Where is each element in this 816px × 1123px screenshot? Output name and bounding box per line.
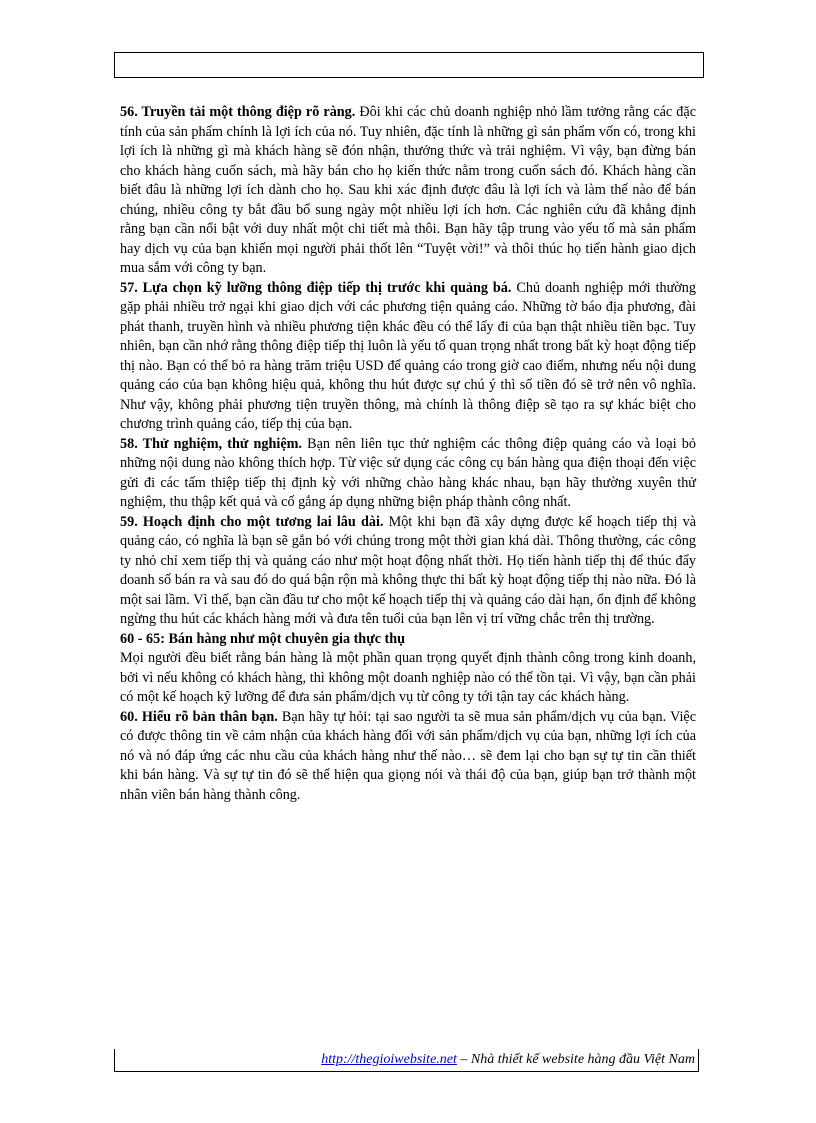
section-60 — [120, 708, 696, 806]
document-body — [120, 103, 696, 805]
page-header-box — [114, 52, 704, 78]
page-footer — [114, 1049, 699, 1072]
footer-tagline: – Nhà thiết kế website hàng đầu Việt Nam — [456, 1052, 695, 1067]
section-text: Bạn nên liên tục thử nghiệm các thông điệp quảng cáo và loại bỏ những nội dung nào không thích hợp. Từ việc sử dụng các công cụ bán hàng qua điện thoại đến việc gửi đi các tấm thiệp tiếp thị định kỳ với những chào hàng khác nhau, bạn hãy thường xuyên thử nghiệm, thu thập kết quả và cố gắng áp dụng những biện pháp thành công nhất. — [120, 435, 696, 510]
section-text: Đôi khi các chủ doanh nghiệp nhỏ lầm tưởng rằng các đặc tính của sản phẩm chính là lợi ích của nó. Tuy nhiên, đặc tính là những gì sản phẩm vốn có, trong khi lợi ích là những gì mà khách hàng sẽ đón nhận, thưởng thức và trải nghiệm. Vì vậy, bạn đừng bán cho khách hàng cuốn sách, mà hãy bán cho họ kiến thức nằm trong cuốn sách đó. Khách hàng cần biết đâu là những lợi ích dành cho họ. Sau khi xác định được đâu là lợi ích và làm thế nào để bán chúng, nhiều công ty bắt đầu bổ sung ngày một nhiều lợi ích hơn. Các nghiên cứu đã khẳng định rằng bạn cần nổi bật với duy nhất một chi tiết mà thôi. Bạn hãy tập trung vào yếu tố mà sản phẩm hay dịch vụ của bạn khiến mọi người phải thốt lên “Tuyệt vời!” và thôi thúc họ tiến hành giao dịch mua sắm với công ty bạn. — [120, 104, 696, 276]
part-intro: Mọi người đều biết rằng bán hàng là một phần quan trọng quyết định thành công trong kinh doanh, bởi vì nếu không có khách hàng, thì không một doanh nghiệp nào có thể tồn tại. Vì vậy, bạn cần phải có một kế hoạch kỹ lưỡng để đưa sản phẩm/dịch vụ từ công ty tới tận tay các khách hàng. — [120, 650, 696, 705]
part-heading: 60 - 65: Bán hàng như một chuyên gia thực thụ — [120, 630, 406, 647]
section-58 — [120, 435, 696, 513]
footer-link[interactable]: http://thegioiwebsite.net — [321, 1052, 457, 1067]
section-text: Một khi bạn đã xây dựng được kế hoạch tiếp thị và quảng cáo, có nghĩa là bạn sẽ gắn bó với chúng trong một thời gian khá dài. Thông thường, các công ty nhỏ chỉ xem tiếp thị và quảng cáo như một hoạt động nhất thời. Họ tiến hành tiếp thị để thúc đẩy doanh số bán ra và sau đó do quá bận rộn mà không thực thi bất kỳ hoạt động tiếp thị nào nữa. Đó là một sai lầm. Vì thế, bạn cần đầu tư cho một kế hoạch tiếp thị và quảng cáo dài hạn, ổn định để không ngừng thu hút các khách hàng mới và đưa tên tuổi của bạn lên vị trí vững chắc trên thị trường. — [120, 513, 696, 627]
section-text: Chủ doanh nghiệp mới thường gặp phải nhiều trở ngại khi giao dịch với các phương tiện quảng cáo. Những tờ báo địa phương, đài phát thanh, truyền hình và nhiều phương tiện khác đều có thể lấy đi của bạn thật nhiều tiền bạc. Tuy nhiên, bạn cần nhớ rằng thông điệp tiếp thị luôn là yếu tố quan trọng nhất trong bất kỳ hoạt động tiếp thị nào. Bạn có thể bỏ ra hàng trăm triệu USD để quảng cáo trong giờ cao điểm, nhưng nếu nội dung quảng cáo của bạn không hiệu quả, không thu hút được sự chú ý thì số tiền đó sẽ trở nên vô nghĩa. Như vậy, không phải phương tiện truyền thông, mà chính là thông điệp sẽ tạo ra sự khác biệt cho chương trình quảng cáo, tiếp thị của bạn. — [120, 279, 696, 432]
section-heading: 59. Hoạch định cho một tương lai lâu dài. — [120, 513, 384, 530]
section-heading: 57. Lựa chọn kỹ lưỡng thông điệp tiếp thị trước khi quảng bá. — [120, 279, 512, 296]
section-heading: 58. Thử nghiệm, thử nghiệm. — [120, 435, 302, 452]
section-57 — [120, 279, 696, 435]
section-heading: 56. Truyền tải một thông điệp rõ ràng. — [120, 104, 356, 120]
section-text: Bạn hãy tự hỏi: tại sao người ta sẽ mua sản phẩm/dịch vụ của bạn. Việc có được thông tin về cảm nhận của khách hàng đối với sản phẩm/dịch vụ của bạn, những lợi ích của nó và nó đáp ứng các nhu cầu của khách hàng như thế nào… sẽ đem lại cho bạn sự tự tin cần thiết khi bán hàng. Và sự tự tin đó sẽ thể hiện qua giọng nói và thái độ của bạn, giúp bạn trở thành một nhân viên bán hàng thành công. — [120, 708, 696, 803]
section-heading: 60. Hiểu rõ bản thân bạn. — [120, 708, 278, 725]
section-59 — [120, 513, 696, 630]
section-56 — [120, 103, 696, 279]
